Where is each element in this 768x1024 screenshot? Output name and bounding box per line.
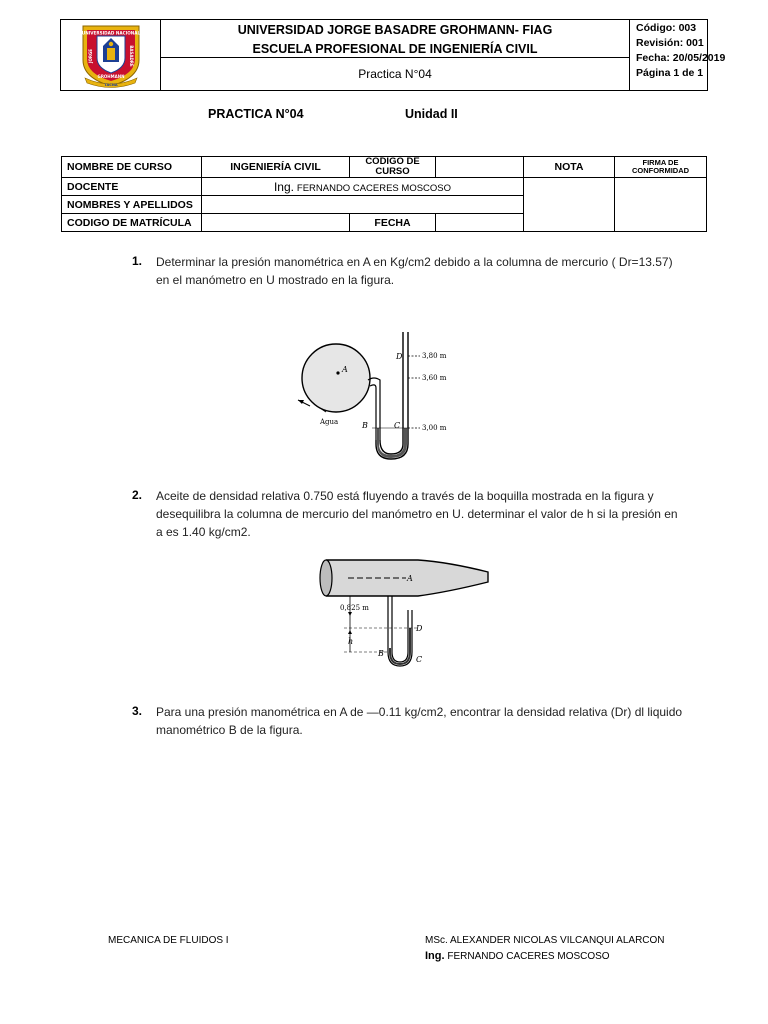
- fig1-label-h2: 3,60 m: [422, 374, 447, 382]
- enrollment-field[interactable]: [202, 214, 350, 232]
- problem-2-line-3: a es 1.40 kg/cm2.: [156, 525, 251, 539]
- problem-2-text: [156, 487, 678, 541]
- header-institution: [161, 20, 629, 58]
- doc-page: Página 1 de 1: [636, 67, 704, 79]
- problem-1-line-2: en el manómetro en U mostrado en la figura.: [156, 273, 395, 287]
- header-title-cell: [161, 20, 629, 90]
- teacher-prefix: Ing.: [273, 179, 294, 194]
- university-name: UNIVERSIDAD JORGE BASADRE GROHMANN- FIAG: [237, 23, 553, 37]
- fig2-label-d: D: [416, 624, 423, 633]
- footer-teacher-name: FERNANDO CACERES MOSCOSO: [447, 951, 610, 962]
- course-label: NOMBRE DE CURSO: [62, 157, 202, 178]
- problem-2-line-1: Aceite de densidad relativa 0.750 está fluyendo a través de la boquilla mostrada en la figura y: [156, 489, 654, 503]
- fig1-label-h3: 3,00 m: [422, 424, 447, 432]
- problem-3-line-1: Para una presión manométrica en A de —0.11 kg/cm2, encontrar la densidad relativa (Dr) dl liquido: [156, 705, 683, 719]
- logo-text-right: BASADRE: [129, 45, 134, 67]
- fig1-label-h1: 3,80 m: [422, 352, 447, 360]
- logo-cell: [61, 20, 161, 90]
- course-code-field[interactable]: [436, 157, 524, 178]
- fig1-label-fluid: Agua: [320, 418, 339, 426]
- problem-1-text: [156, 253, 673, 289]
- problem-2-line-2: desequilibra la columna de mercurio del manómetro en U. determinar el valor de h si la presión en: [156, 507, 678, 521]
- enrollment-label: CODIGO DE MATRÍCULA: [62, 214, 202, 232]
- names-field[interactable]: [202, 196, 524, 214]
- problem-2-figure: [318, 552, 490, 668]
- doc-revision: Revisión: 001: [636, 37, 704, 49]
- problem-3-line-2: manométrico B de la figura.: [156, 723, 303, 737]
- fig1-label-a: A: [342, 365, 348, 374]
- course-value: INGENIERÍA CIVIL: [202, 157, 350, 178]
- logo-text-bottom: GROHMANN: [97, 74, 125, 79]
- logo-text-top: UNIVERSIDAD NACIONAL: [81, 30, 141, 36]
- doc-date: Fecha: 20/05/2019: [636, 52, 726, 64]
- practice-title: PRACTICA N°04: [208, 107, 304, 121]
- names-label: NOMBRES Y APELLIDOS: [62, 196, 202, 214]
- fig2-label-a: A: [407, 574, 413, 583]
- fig1-label-d: D: [396, 352, 403, 361]
- date-field[interactable]: [436, 214, 524, 232]
- fig2-label-dist: 0,825 m: [340, 604, 369, 612]
- fig2-label-c: C: [416, 655, 423, 664]
- doc-code: Código: 003: [636, 22, 697, 34]
- logo-text-base: TACNA: [104, 83, 118, 87]
- document-meta: [629, 20, 726, 90]
- student-info-table: [61, 156, 707, 232]
- fig2-label-h: h: [348, 637, 354, 646]
- fig1-label-c: C: [394, 421, 401, 430]
- grade-label: NOTA: [524, 157, 615, 178]
- course-code-label: CODIGO DE CURSO: [350, 157, 436, 178]
- signature-field[interactable]: [615, 178, 707, 232]
- grade-field[interactable]: [524, 178, 615, 232]
- footer-author: MSc. ALEXANDER NICOLAS VILCANQUI ALARCON: [425, 935, 665, 946]
- problem-3-text: [156, 703, 682, 739]
- header-practice: [161, 58, 629, 90]
- footer-course: MECANICA DE FLUIDOS I: [108, 935, 229, 946]
- footer-teacher-prefix: Ing.: [425, 950, 445, 962]
- problem-2-number: 2.: [132, 488, 143, 502]
- unit-title: Unidad II: [405, 107, 458, 121]
- teacher-cell: [202, 178, 524, 196]
- document-header: [60, 19, 726, 91]
- problem-1-line-1: Determinar la presión manométrica en A en Kg/cm2 debido a la columna de mercurio ( Dr=13.57): [156, 255, 673, 269]
- date-label: FECHA: [350, 214, 436, 232]
- university-logo: [61, 20, 161, 90]
- fig1-label-b: B: [362, 421, 368, 430]
- practice-header-label: Practica N°04: [358, 67, 432, 81]
- problem-1-figure: [290, 328, 460, 464]
- logo-text-left: JORGE: [88, 49, 93, 63]
- teacher-label: DOCENTE: [62, 178, 202, 196]
- footer-teacher: [425, 950, 610, 962]
- problem-3-number: 3.: [132, 704, 143, 718]
- fig2-label-b: B: [378, 649, 384, 658]
- problem-1-number: 1.: [132, 254, 143, 268]
- signature-label: FIRMA DE CONFORMIDAD: [615, 157, 707, 178]
- school-name: ESCUELA PROFESIONAL DE INGENIERÍA CIVIL: [252, 42, 538, 56]
- teacher-name: FERNANDO CACERES MOSCOSO: [296, 182, 452, 194]
